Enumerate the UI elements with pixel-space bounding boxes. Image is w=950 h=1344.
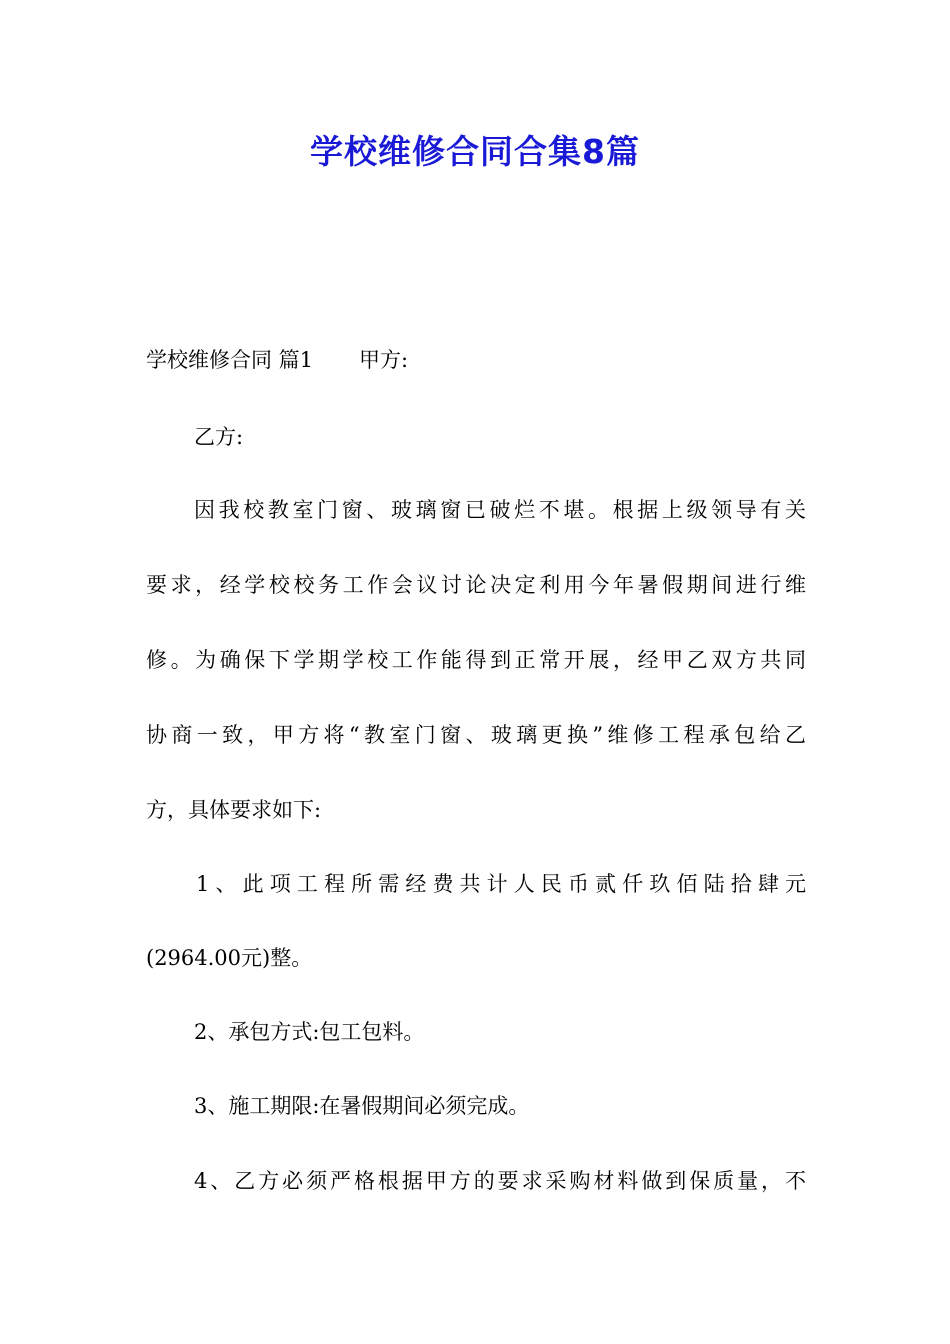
clause-4-line-1: 4、乙方必须严格根据甲方的要求采购材料做到保质量，不 — [194, 1169, 806, 1193]
section-heading: 学校维修合同 篇1 — [146, 348, 314, 372]
clause-2: 2、承包方式:包工包料。 — [194, 1020, 425, 1044]
intro-line-2: 要求，经学校校务工作会议讨论决定利用今年暑假期间进行维 — [146, 573, 806, 597]
party-b-label: 乙方: — [194, 425, 244, 449]
clause-1-line-1: 1、此项工程所需经费共计人民币贰仟玖佰陆拾肆元 — [196, 872, 806, 896]
clause-1-line-2: (2964.00元)整。 — [146, 946, 313, 970]
intro-line-3: 修。为确保下学期学校工作能得到正常开展，经甲乙双方共同 — [146, 648, 806, 672]
intro-line-4: 协商一致，甲方将“教室门窗、玻璃更换”维修工程承包给乙 — [146, 723, 806, 747]
section-heading-line — [146, 340, 806, 380]
clause-3: 3、施工期限:在暑假期间必须完成。 — [194, 1094, 530, 1118]
intro-line-5: 方，具体要求如下: — [146, 798, 322, 822]
intro-line-1: 因我校教室门窗、玻璃窗已破烂不堪。根据上级领导有关 — [194, 498, 806, 522]
party-a-label: 甲方: — [359, 348, 409, 372]
document-title: 学校维修合同合集8篇 — [310, 132, 640, 171]
